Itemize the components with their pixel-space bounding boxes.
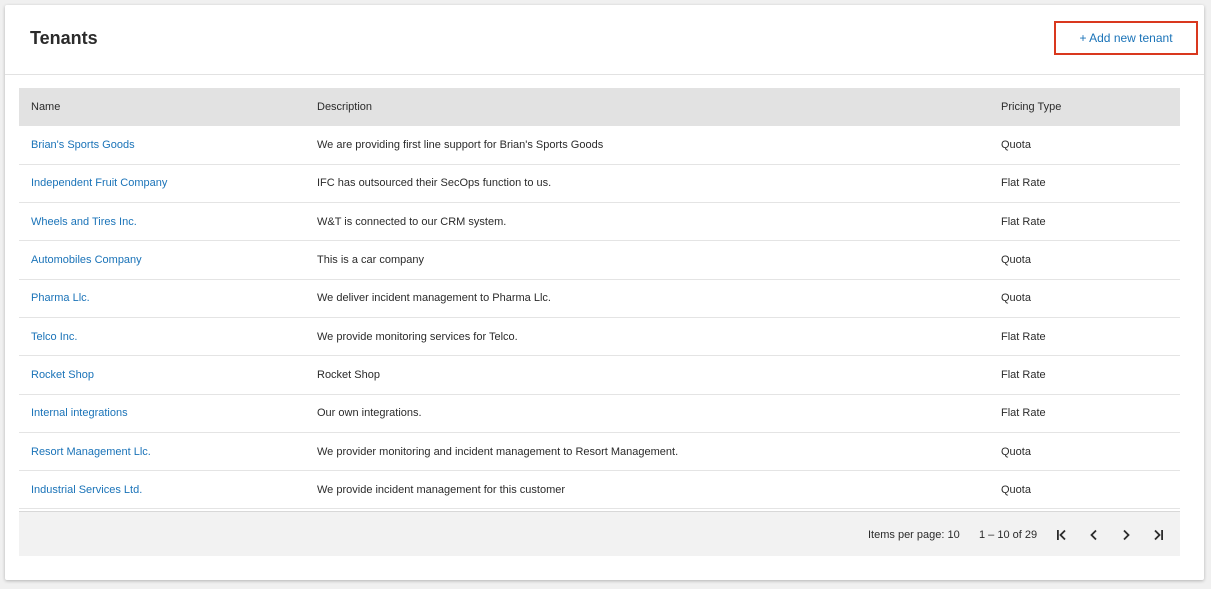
table-header (19, 88, 1180, 126)
table-row (19, 471, 1180, 509)
column-header-description: Description (317, 101, 373, 113)
previous-page-button[interactable] (1083, 524, 1105, 546)
column-header-pricing-type: Pricing Type (1001, 101, 1062, 113)
last-page-icon (1151, 528, 1165, 542)
tenant-name-link[interactable]: Resort Management Llc. (31, 445, 151, 458)
tenants-table-container (19, 88, 1180, 509)
tenant-name-link[interactable]: Industrial Services Ltd. (31, 483, 143, 496)
tenant-description: Rocket Shop (317, 368, 380, 381)
tenant-pricing-type: Quota (1001, 483, 1031, 496)
first-page-button[interactable] (1051, 524, 1073, 546)
next-page-button[interactable] (1115, 524, 1137, 546)
table-row (19, 394, 1180, 432)
tenant-pricing-type: Flat Rate (1001, 215, 1046, 228)
card-header (5, 5, 1204, 75)
table-row (19, 241, 1180, 279)
chevron-right-icon (1119, 528, 1133, 542)
tenant-name-link[interactable]: Brian's Sports Goods (31, 138, 135, 151)
tenant-name-link[interactable]: Independent Fruit Company (31, 177, 168, 190)
tenant-description: We deliver incident management to Pharma Llc. (317, 292, 551, 305)
tenant-description: W&T is connected to our CRM system. (317, 215, 507, 228)
table-header-row (19, 88, 1180, 126)
table-row (19, 317, 1180, 355)
tenant-description: We are providing first line support for Brian's Sports Goods (317, 138, 604, 151)
tenant-pricing-type: Quota (1001, 254, 1031, 267)
tenant-pricing-type: Quota (1001, 445, 1031, 458)
first-page-icon (1055, 528, 1069, 542)
tenant-name-link[interactable]: Telco Inc. (31, 330, 78, 343)
tenant-description: We provide incident management for this customer (317, 483, 566, 496)
table-row (19, 279, 1180, 317)
tenant-description: We provide monitoring services for Telco. (317, 330, 518, 343)
tenant-name-link[interactable]: Wheels and Tires Inc. (31, 215, 137, 228)
column-header-name: Name (31, 101, 61, 113)
tenant-description: This is a car company (317, 254, 424, 267)
tenant-name-link[interactable]: Pharma Llc. (31, 292, 90, 305)
tenant-description: We provider monitoring and incident management to Resort Management. (317, 445, 679, 458)
page-range-label: 1 – 10 of 29 (979, 529, 1038, 541)
tenant-pricing-type: Flat Rate (1001, 330, 1046, 343)
tenant-pricing-type: Flat Rate (1001, 407, 1046, 420)
add-new-tenant-button[interactable]: + Add new tenant (1054, 21, 1198, 55)
tenant-name-link[interactable]: Internal integrations (31, 407, 128, 420)
tenant-pricing-type: Quota (1001, 138, 1031, 151)
paginator (19, 511, 1180, 556)
table-body (19, 126, 1180, 509)
tenant-description: IFC has outsourced their SecOps function to us. (317, 177, 552, 190)
tenant-name-link[interactable]: Automobiles Company (31, 254, 142, 267)
table-row (19, 164, 1180, 202)
tenant-pricing-type: Quota (1001, 292, 1031, 305)
tenant-description: Our own integrations. (317, 407, 422, 420)
items-per-page-label: Items per page: 10 (868, 529, 960, 541)
tenants-table (19, 88, 1180, 509)
table-row (19, 356, 1180, 394)
tenant-pricing-type: Flat Rate (1001, 368, 1046, 381)
chevron-left-icon (1087, 528, 1101, 542)
table-row (19, 203, 1180, 241)
tenant-pricing-type: Flat Rate (1001, 177, 1046, 190)
tenant-name-link[interactable]: Rocket Shop (31, 368, 94, 381)
page-title: Tenants (30, 28, 98, 48)
table-row (19, 432, 1180, 470)
last-page-button[interactable] (1147, 524, 1169, 546)
table-row (19, 126, 1180, 164)
